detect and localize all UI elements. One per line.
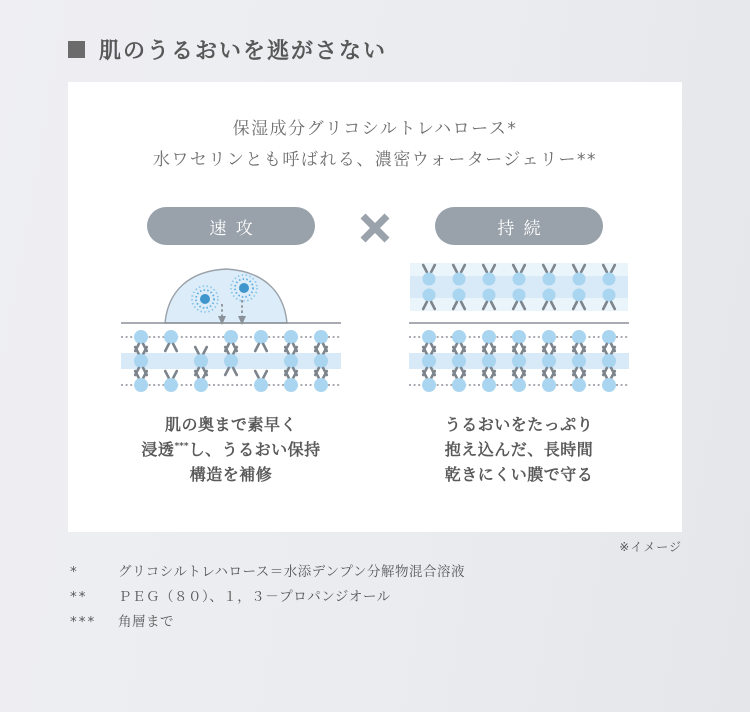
footnote-row xyxy=(70,585,465,610)
lasting-caption xyxy=(445,413,594,487)
intro-line-2: 水ワセリンとも呼ばれる、濃密ウォータージェリー** xyxy=(152,149,598,170)
quick-caption-superscript: *** xyxy=(174,441,189,452)
footnote-text: ＰＥＧ（８０）、１，３－プロパンジオール xyxy=(118,588,391,605)
quick-caption-line-1: 肌の奥まで素早く xyxy=(164,415,297,435)
info-card xyxy=(68,82,682,532)
quick-column xyxy=(119,207,343,487)
quick-caption-line-2a: 浸透 xyxy=(141,439,175,459)
moisture-film-diagram-illustration xyxy=(409,259,629,399)
quick-caption-line-3: 構造を補修 xyxy=(189,464,273,484)
penetration-diagram-illustration xyxy=(121,259,341,399)
footnote-marker: * xyxy=(70,564,79,580)
quick-caption xyxy=(141,413,320,487)
lasting-column xyxy=(407,207,631,487)
quick-pill-badge: 速攻 xyxy=(147,207,315,245)
section-heading xyxy=(68,34,387,65)
lasting-caption-line-3: 乾きにくい膜で守る xyxy=(444,464,594,484)
cross-multiply-icon xyxy=(357,210,393,246)
lasting-caption-line-2: 抱え込んだ、長時間 xyxy=(444,439,594,459)
intro-text xyxy=(68,82,682,175)
page-title: 肌のうるおいを逃がさない xyxy=(99,39,388,64)
footnote-row xyxy=(70,560,465,585)
heading-square-icon xyxy=(68,41,85,58)
footnotes xyxy=(70,560,465,635)
footnote-marker: *** xyxy=(70,613,97,630)
quick-caption-line-2b: し、うるおい保持 xyxy=(188,439,321,459)
footnote-text: グリコシルトレハロース＝水添デンプン分解物混合溶液 xyxy=(118,564,465,580)
lasting-pill-badge: 持続 xyxy=(435,207,603,245)
comparison-columns xyxy=(68,207,682,487)
footnote-row xyxy=(70,610,465,635)
footnote-marker: ** xyxy=(70,588,88,605)
lasting-caption-line-1: うるおいをたっぷり xyxy=(444,415,594,435)
footnote-text: 角層まで xyxy=(118,613,174,630)
image-note: ※イメージ xyxy=(619,540,682,554)
intro-line-1: 保湿成分グリコシルトレハロース* xyxy=(232,119,518,139)
